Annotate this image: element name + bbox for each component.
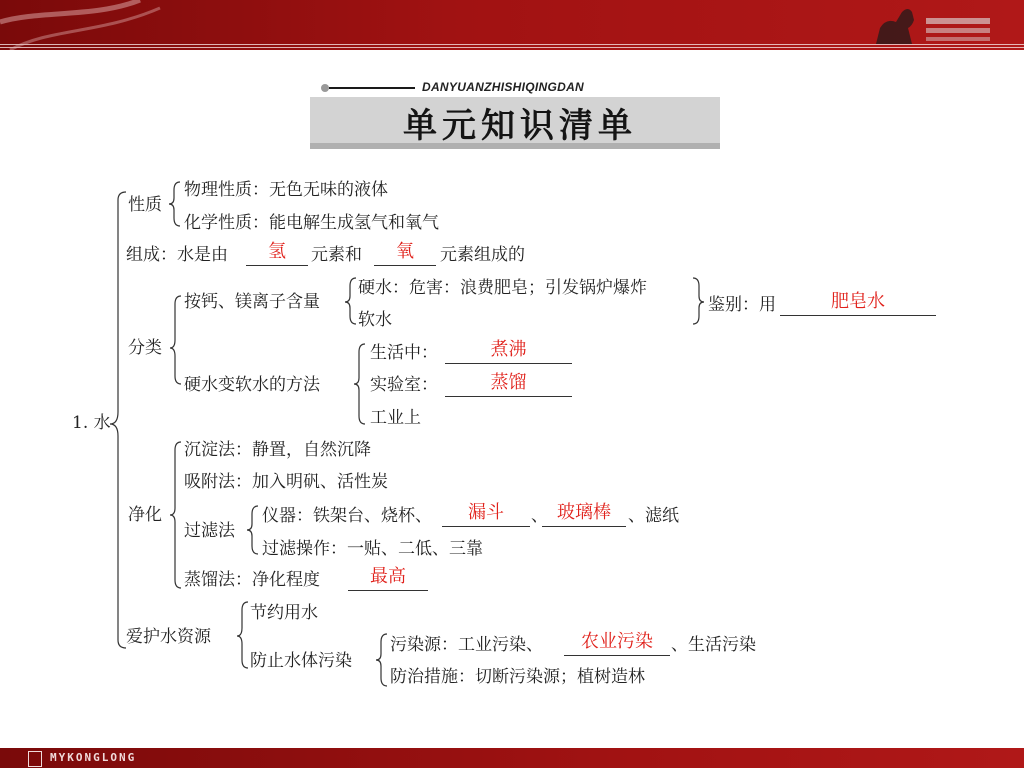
- answer-blank-line: [374, 265, 436, 266]
- instrument-answer-funnel: 漏斗: [468, 502, 504, 523]
- composition-text-3: 元素组成的: [440, 245, 525, 265]
- page-title: 单元知识清单: [403, 106, 637, 146]
- brand-logo-icon: [28, 751, 42, 767]
- adsorption-text: 吸附法：加入明矾、活性炭: [184, 472, 388, 492]
- title-pinyin: DANYUANZHISHIQINGDAN: [422, 80, 584, 94]
- protect-water-label: 爱护水资源: [126, 627, 211, 647]
- composition-answer-oxygen: 氧: [396, 241, 414, 262]
- answer-blank-line: [445, 363, 572, 364]
- answer-blank-line: [542, 526, 626, 527]
- laboratory-answer-distill: 蒸馏: [490, 372, 527, 393]
- identify-text: 鉴别：用: [708, 295, 776, 315]
- purification-label: 净化: [128, 505, 162, 525]
- pollution-answer-agriculture: 农业污染: [581, 631, 653, 652]
- industry-text: 工业上: [370, 408, 421, 428]
- composition-answer-hydrogen: 氢: [268, 241, 286, 262]
- classification-label: 分类: [128, 338, 162, 358]
- instruments-tail: 、滤纸: [628, 506, 679, 526]
- distillation-text: 蒸馏法：净化程度: [184, 570, 320, 590]
- physical-property-text: 物理性质：无色无味的液体: [184, 180, 388, 200]
- instruments-separator: 、: [531, 506, 548, 526]
- distillation-answer-highest: 最高: [370, 566, 406, 587]
- identify-answer-soap-water: 肥皂水: [831, 291, 885, 312]
- answer-blank-line: [442, 526, 530, 527]
- answer-blank-line: [445, 396, 572, 397]
- instrument-answer-glass-rod: 玻璃棒: [557, 502, 611, 523]
- composition-text-2: 元素和: [311, 245, 362, 265]
- chemical-property-text: 化学性质：能电解生成氢气和氧气: [184, 213, 439, 233]
- hard-water-text: 硬水：危害：浪费肥皂；引发锅炉爆炸: [358, 278, 647, 298]
- answer-blank-line: [348, 590, 428, 591]
- filtration-operation-text: 过滤操作：一贴、二低、三靠: [262, 539, 483, 559]
- ion-content-label: 按钙、镁离子含量: [184, 292, 320, 312]
- pollution-source-text: 污染源：工业污染、: [390, 635, 543, 655]
- softening-method-label: 硬水变软水的方法: [184, 375, 320, 395]
- property-label: 性质: [128, 195, 162, 215]
- bottom-banner-bar: [0, 748, 1024, 768]
- composition-text-1: 组成：水是由: [126, 245, 228, 265]
- root-water-label: 1. 水: [72, 413, 111, 433]
- instruments-text: 仪器：铁架台、烧杯、: [262, 506, 432, 526]
- save-water-text: 节约用水: [250, 603, 318, 623]
- daily-life-answer-boil: 煮沸: [490, 339, 527, 360]
- laboratory-text: 实验室：: [370, 375, 438, 395]
- pollution-source-tail: 、生活污染: [671, 635, 756, 655]
- soft-water-text: 软水: [358, 310, 392, 330]
- filtration-label: 过滤法: [184, 521, 235, 541]
- answer-blank-line: [246, 265, 308, 266]
- sedimentation-text: 沉淀法：静置，自然沉降: [184, 440, 371, 460]
- answer-blank-line: [564, 655, 670, 656]
- daily-life-text: 生活中：: [370, 343, 438, 363]
- prevent-pollution-label: 防止水体污染: [250, 651, 352, 671]
- prevention-measures-text: 防治措施：切断污染源；植树造林: [390, 667, 645, 687]
- footer-brand: MYKONGLONG: [50, 751, 137, 764]
- answer-blank-line: [780, 315, 936, 316]
